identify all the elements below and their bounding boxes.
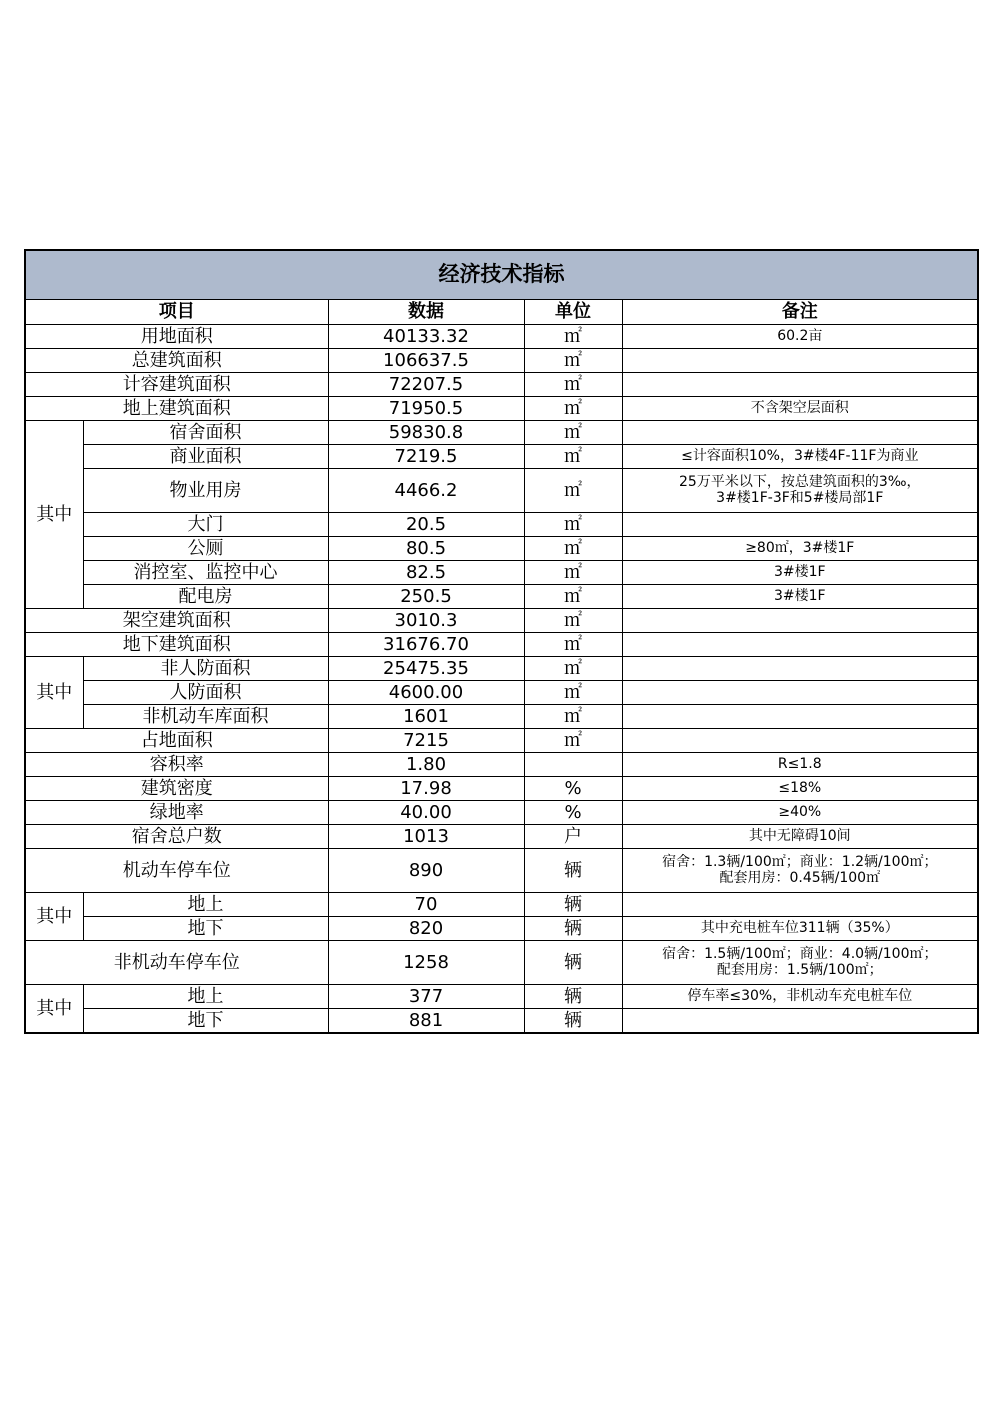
row-unit: ㎡ (524, 705, 622, 729)
row-item: 地下建筑面积 (25, 633, 328, 657)
row-unit: ㎡ (524, 729, 622, 753)
row-note (622, 681, 978, 705)
row-item: 宿舍总户数 (25, 825, 328, 849)
row-unit: 辆 (524, 941, 622, 985)
table-row (25, 753, 978, 777)
row-unit: ㎡ (524, 421, 622, 445)
row-item: 消控室、监控中心 (83, 561, 328, 585)
row-item: 地下 (83, 917, 328, 941)
row-note: 其中无障碍10间 (622, 825, 978, 849)
row-data: 20.5 (328, 513, 524, 537)
row-unit: ㎡ (524, 585, 622, 609)
row-data: 4600.00 (328, 681, 524, 705)
row-data: 3010.3 (328, 609, 524, 633)
table-row (25, 849, 978, 893)
row-item: 配电房 (83, 585, 328, 609)
row-unit: % (524, 777, 622, 801)
table-row (25, 941, 978, 985)
row-unit (524, 753, 622, 777)
row-item: 用地面积 (25, 325, 328, 349)
table-row (25, 1009, 978, 1034)
group-label: 其中 (25, 657, 83, 729)
row-note (622, 469, 978, 513)
row-data: 70 (328, 893, 524, 917)
row-item: 绿地率 (25, 801, 328, 825)
row-note (622, 421, 978, 445)
row-item: 宿舍面积 (83, 421, 328, 445)
row-data: 1013 (328, 825, 524, 849)
row-item: 总建筑面积 (25, 349, 328, 373)
table-row (25, 561, 978, 585)
table-row (25, 681, 978, 705)
row-item: 人防面积 (83, 681, 328, 705)
table-row (25, 729, 978, 753)
row-note-line2: 配套用房：0.45辆/100㎡ (719, 869, 881, 886)
row-unit: 辆 (524, 985, 622, 1009)
row-data: 7215 (328, 729, 524, 753)
row-note-line1: 25万平米以下，按总建筑面积的3‰， (679, 474, 921, 491)
row-note (622, 657, 978, 681)
row-note: 3#楼1F (622, 585, 978, 609)
row-item: 地上 (83, 985, 328, 1009)
row-item: 地上建筑面积 (25, 397, 328, 421)
header-note: 备注 (622, 300, 978, 325)
table-row (25, 917, 978, 941)
row-data: 377 (328, 985, 524, 1009)
table-row (25, 513, 978, 537)
row-note (622, 729, 978, 753)
row-unit: 辆 (524, 1009, 622, 1034)
row-item: 商业面积 (83, 445, 328, 469)
row-data: 40.00 (328, 801, 524, 825)
row-item: 物业用房 (83, 469, 328, 513)
row-note: R≤1.8 (622, 753, 978, 777)
row-unit: 辆 (524, 917, 622, 941)
row-note: ≥40% (622, 801, 978, 825)
row-unit: ㎡ (524, 397, 622, 421)
row-data: 59830.8 (328, 421, 524, 445)
table-row (25, 893, 978, 917)
table-row (25, 633, 978, 657)
table-row (25, 705, 978, 729)
row-item: 非机动车停车位 (25, 941, 328, 985)
row-data: 82.5 (328, 561, 524, 585)
row-note: 不含架空层面积 (622, 397, 978, 421)
row-unit: ㎡ (524, 609, 622, 633)
table-row (25, 585, 978, 609)
row-unit: ㎡ (524, 469, 622, 513)
row-data: 31676.70 (328, 633, 524, 657)
table-row (25, 537, 978, 561)
row-note (622, 373, 978, 397)
row-data: 890 (328, 849, 524, 893)
table-row (25, 349, 978, 373)
group-label: 其中 (25, 421, 83, 609)
row-note (622, 705, 978, 729)
row-note: 60.2亩 (622, 325, 978, 349)
row-data: 40133.32 (328, 325, 524, 349)
row-unit: ㎡ (524, 561, 622, 585)
row-unit: 辆 (524, 849, 622, 893)
table-row (25, 325, 978, 349)
table-row (25, 985, 978, 1009)
row-item: 架空建筑面积 (25, 609, 328, 633)
row-data: 1258 (328, 941, 524, 985)
row-unit: ㎡ (524, 513, 622, 537)
row-data: 881 (328, 1009, 524, 1034)
header-row (25, 300, 978, 325)
row-data: 7219.5 (328, 445, 524, 469)
row-unit: ㎡ (524, 657, 622, 681)
table-row (25, 801, 978, 825)
row-unit: % (524, 801, 622, 825)
table-row (25, 657, 978, 681)
table-row (25, 397, 978, 421)
table-row (25, 421, 978, 445)
row-unit: ㎡ (524, 373, 622, 397)
row-note: ≤18% (622, 777, 978, 801)
row-note (622, 349, 978, 373)
row-note: 停车率≤30%，非机动车充电桩车位 (622, 985, 978, 1009)
row-note: 3#楼1F (622, 561, 978, 585)
table-row (25, 373, 978, 397)
row-data: 25475.35 (328, 657, 524, 681)
row-data: 72207.5 (328, 373, 524, 397)
row-item: 公厕 (83, 537, 328, 561)
row-unit: 辆 (524, 893, 622, 917)
row-data: 250.5 (328, 585, 524, 609)
row-unit: ㎡ (524, 445, 622, 469)
row-note (622, 633, 978, 657)
row-item: 大门 (83, 513, 328, 537)
row-note-line1: 宿舍：1.5辆/100㎡；商业：4.0辆/100㎡； (662, 946, 938, 963)
row-unit: ㎡ (524, 633, 622, 657)
row-item: 计容建筑面积 (25, 373, 328, 397)
table-row (25, 469, 978, 513)
economic-indicators-table (24, 249, 979, 1034)
row-item: 非机动车库面积 (83, 705, 328, 729)
row-data: 106637.5 (328, 349, 524, 373)
table-row (25, 777, 978, 801)
row-note: ≤计容面积10%，3#楼4F-11F为商业 (622, 445, 978, 469)
table-title: 经济技术指标 (25, 250, 978, 300)
row-note (622, 513, 978, 537)
row-unit: 户 (524, 825, 622, 849)
row-item: 容积率 (25, 753, 328, 777)
row-data: 71950.5 (328, 397, 524, 421)
row-unit: ㎡ (524, 537, 622, 561)
row-data: 80.5 (328, 537, 524, 561)
row-data: 820 (328, 917, 524, 941)
row-note: 其中充电桩车位311辆（35%） (622, 917, 978, 941)
row-item: 非人防面积 (83, 657, 328, 681)
row-item: 占地面积 (25, 729, 328, 753)
table-row (25, 609, 978, 633)
row-note-line2: 3#楼1F-3F和5#楼局部1F (716, 489, 884, 506)
header-item: 项目 (25, 300, 328, 325)
row-data: 1601 (328, 705, 524, 729)
row-data: 17.98 (328, 777, 524, 801)
table-row (25, 445, 978, 469)
row-note (622, 893, 978, 917)
row-unit: ㎡ (524, 325, 622, 349)
row-unit: ㎡ (524, 681, 622, 705)
row-unit: ㎡ (524, 349, 622, 373)
group-label: 其中 (25, 985, 83, 1034)
row-note (622, 941, 978, 985)
row-note-line1: 宿舍：1.3辆/100㎡；商业：1.2辆/100㎡； (662, 854, 938, 871)
row-data: 4466.2 (328, 469, 524, 513)
row-note (622, 1009, 978, 1034)
group-label: 其中 (25, 893, 83, 941)
header-unit: 单位 (524, 300, 622, 325)
row-note-line2: 配套用房：1.5辆/100㎡； (716, 961, 883, 978)
row-item: 建筑密度 (25, 777, 328, 801)
row-note (622, 849, 978, 893)
header-data: 数据 (328, 300, 524, 325)
row-item: 地上 (83, 893, 328, 917)
row-note: ≥80㎡，3#楼1F (622, 537, 978, 561)
row-note (622, 609, 978, 633)
row-data: 1.80 (328, 753, 524, 777)
row-item: 机动车停车位 (25, 849, 328, 893)
table-row (25, 825, 978, 849)
row-item: 地下 (83, 1009, 328, 1034)
